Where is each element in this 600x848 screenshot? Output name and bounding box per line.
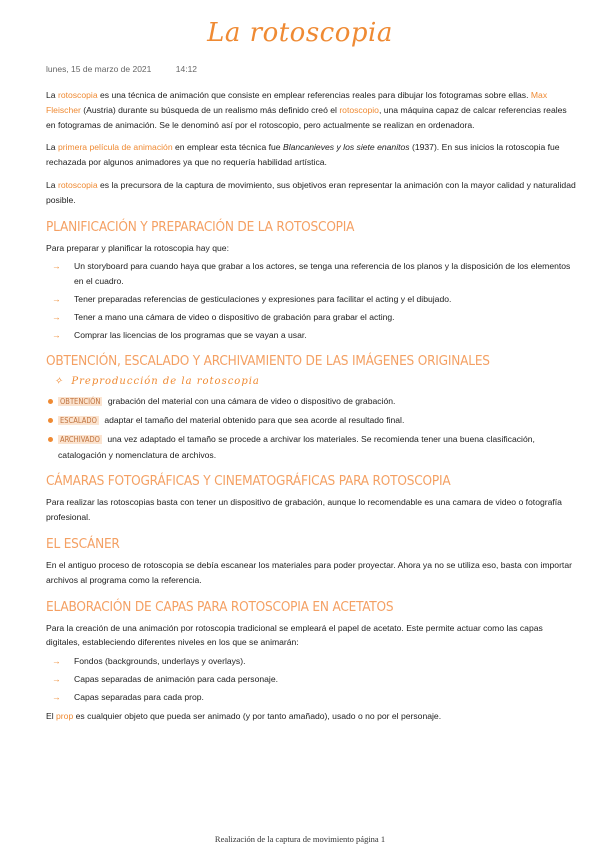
text: (1937). En sus inicios la rotoscopia fue rechazada por algunos animadores ya que no requería habilidad artística. [46, 142, 560, 168]
tag-archivado: ARCHIVADO [60, 434, 100, 444]
highlight-rotoscopia: rotoscopia [57, 179, 98, 190]
heading-camaras: CÁMARAS FOTOGRÁFICAS Y CINEMATOGRÁFICAS PARA ROTOSCOPIA [46, 473, 451, 490]
highlight-primera-pelicula: primera película de animación [57, 142, 173, 153]
list-item-text: Tener a mano una cámara de video o dispositivo de grabación para grabar el acting. [74, 311, 395, 322]
page-content [46, 88, 578, 731]
intro-paragraph-2 [46, 140, 578, 170]
bullet-icon [48, 437, 53, 442]
list-item-text: Capas separadas de animación para cada personaje. [74, 673, 278, 684]
text: (Austria) durante su búsqueda de un realismo más definido creó el [80, 104, 340, 115]
list-item [46, 394, 578, 410]
highlight-rotoscopia: rotoscopia [57, 90, 98, 100]
arrow-right-icon: → [52, 261, 61, 272]
subheading-preproduccion [54, 375, 578, 390]
list-item [46, 413, 578, 429]
arrow-right-icon: → [52, 691, 61, 702]
page-time: 14:12 [175, 64, 198, 74]
list-item [46, 328, 578, 343]
list-item-text: grabación del material con una cámara de video o dispositivo de grabación. [105, 396, 396, 407]
list-item [46, 432, 578, 463]
text: es cualquier objeto que pueda ser animado (y por tanto amañado), usado o no por el personaje. [73, 710, 442, 721]
page-meta [46, 64, 197, 74]
text: El [46, 710, 57, 721]
list-item-text: una vez adaptado el tamaño se procede a archivar los materiales. Se recomienda tener una buena clasificación, catalogación y nomenclatura de archivos. [58, 433, 535, 460]
heading-escaner: EL ESCÁNER [46, 535, 120, 552]
list-item [46, 259, 578, 289]
list-item-text: Un storyboard para cuando haya que grabar a los actores, se tenga una referencia de los planos y la disposición de los elementos en el cuadro. [74, 261, 571, 287]
text: La [46, 142, 58, 153]
section5-closing [46, 709, 578, 724]
highlight-prop: prop [56, 710, 74, 721]
section2-list [46, 394, 578, 462]
section5-list [46, 654, 578, 704]
sparkle-icon: ✧ [54, 376, 64, 388]
section5-lead: Para la creación de una animación por rotoscopia tradicional se empleará el papel de acetato. Este permite actuar como las capas digitales, estableciendo diferentes niveles en los que se animarán: [46, 622, 543, 648]
text: en emplear esta técnica fue [172, 142, 283, 153]
page-footer: Realización de la captura de movimiento página 1 [214, 834, 386, 844]
highlight-rotoscopio: rotoscopio [339, 104, 379, 115]
text: es la precursora de la captura de movimiento, sus objetivos eran representar la animación con la mayor calidad y naturalidad posible. [46, 179, 576, 205]
list-item [46, 654, 578, 669]
section4-text: En el antiguo proceso de rotoscopia se debía escanear los materiales para poder proyectar. Ahora ya no se utiliza eso, basta con importar archivos al programa como la referencia. [46, 559, 572, 585]
list-item-text: Comprar las licencias de los programas que se vayan a usar. [74, 329, 307, 340]
list-item-text: adaptar el tamaño del material obtenido para que sea acorde al resultado final. [101, 414, 405, 425]
text: La [46, 90, 58, 100]
text: La [46, 179, 58, 190]
heading-obtencion: OBTENCIÓN, ESCALADO Y ARCHIVAMIENTO DE LAS IMÁGENES ORIGINALES [46, 353, 490, 370]
list-item [46, 292, 578, 307]
bullet-icon [48, 418, 53, 423]
section1-lead: Para preparar y planificar la rotoscopia hay que: [46, 242, 229, 253]
intro-paragraph-3 [46, 178, 578, 208]
page-title: La rotoscopia [207, 18, 393, 48]
tag-obtencion: OBTENCIÓN [60, 397, 101, 407]
intro-paragraph-1 [46, 88, 578, 132]
section3-text: Para realizar las rotoscopias basta con tener un dispositivo de grabación, aunque lo recomendable es una camara de video o fotografía profesional. [46, 497, 562, 523]
list-item-text: Tener preparadas referencias de gesticulaciones y expresiones para facilitar el acting y el dibujado. [74, 293, 452, 304]
heading-capas: ELABORACIÓN DE CAPAS PARA ROTOSCOPIA EN ACETATOS [46, 598, 394, 615]
arrow-right-icon: → [52, 656, 61, 667]
list-item-text: Fondos (backgrounds, underlays y overlays). [74, 656, 246, 667]
bullet-icon [48, 399, 53, 404]
arrow-right-icon: → [52, 311, 61, 322]
page-date: lunes, 15 de marzo de 2021 [46, 64, 152, 74]
arrow-right-icon: → [52, 293, 61, 304]
section1-list [46, 259, 578, 342]
list-item [46, 310, 578, 325]
heading-planificacion: PLANIFICACIÓN Y PREPARACIÓN DE LA ROTOSCOPIA [46, 218, 355, 235]
list-item-text: Capas separadas para cada prop. [74, 691, 204, 702]
subheading-text: Preproducción de la rotoscopia [71, 376, 260, 388]
arrow-right-icon: → [52, 673, 61, 684]
film-title: Blancanieves y los siete enanitos [282, 142, 410, 153]
text: , una máquina capaz de calcar referencias reales en fotogramas de animación. Se le denominó así por el rotoscopio, pero actualmente se realizan en ordenadora. [46, 104, 567, 130]
list-item [46, 672, 578, 687]
tag-escalado: ESCALADO [60, 415, 97, 425]
highlight-max-fleischer: Max Fleischer [46, 90, 548, 115]
text: es una técnica de animación que consiste en emplear referencias reales para dibujar los fotogramas sobre ellas. [97, 90, 531, 100]
arrow-right-icon: → [52, 329, 61, 340]
list-item [46, 690, 578, 705]
